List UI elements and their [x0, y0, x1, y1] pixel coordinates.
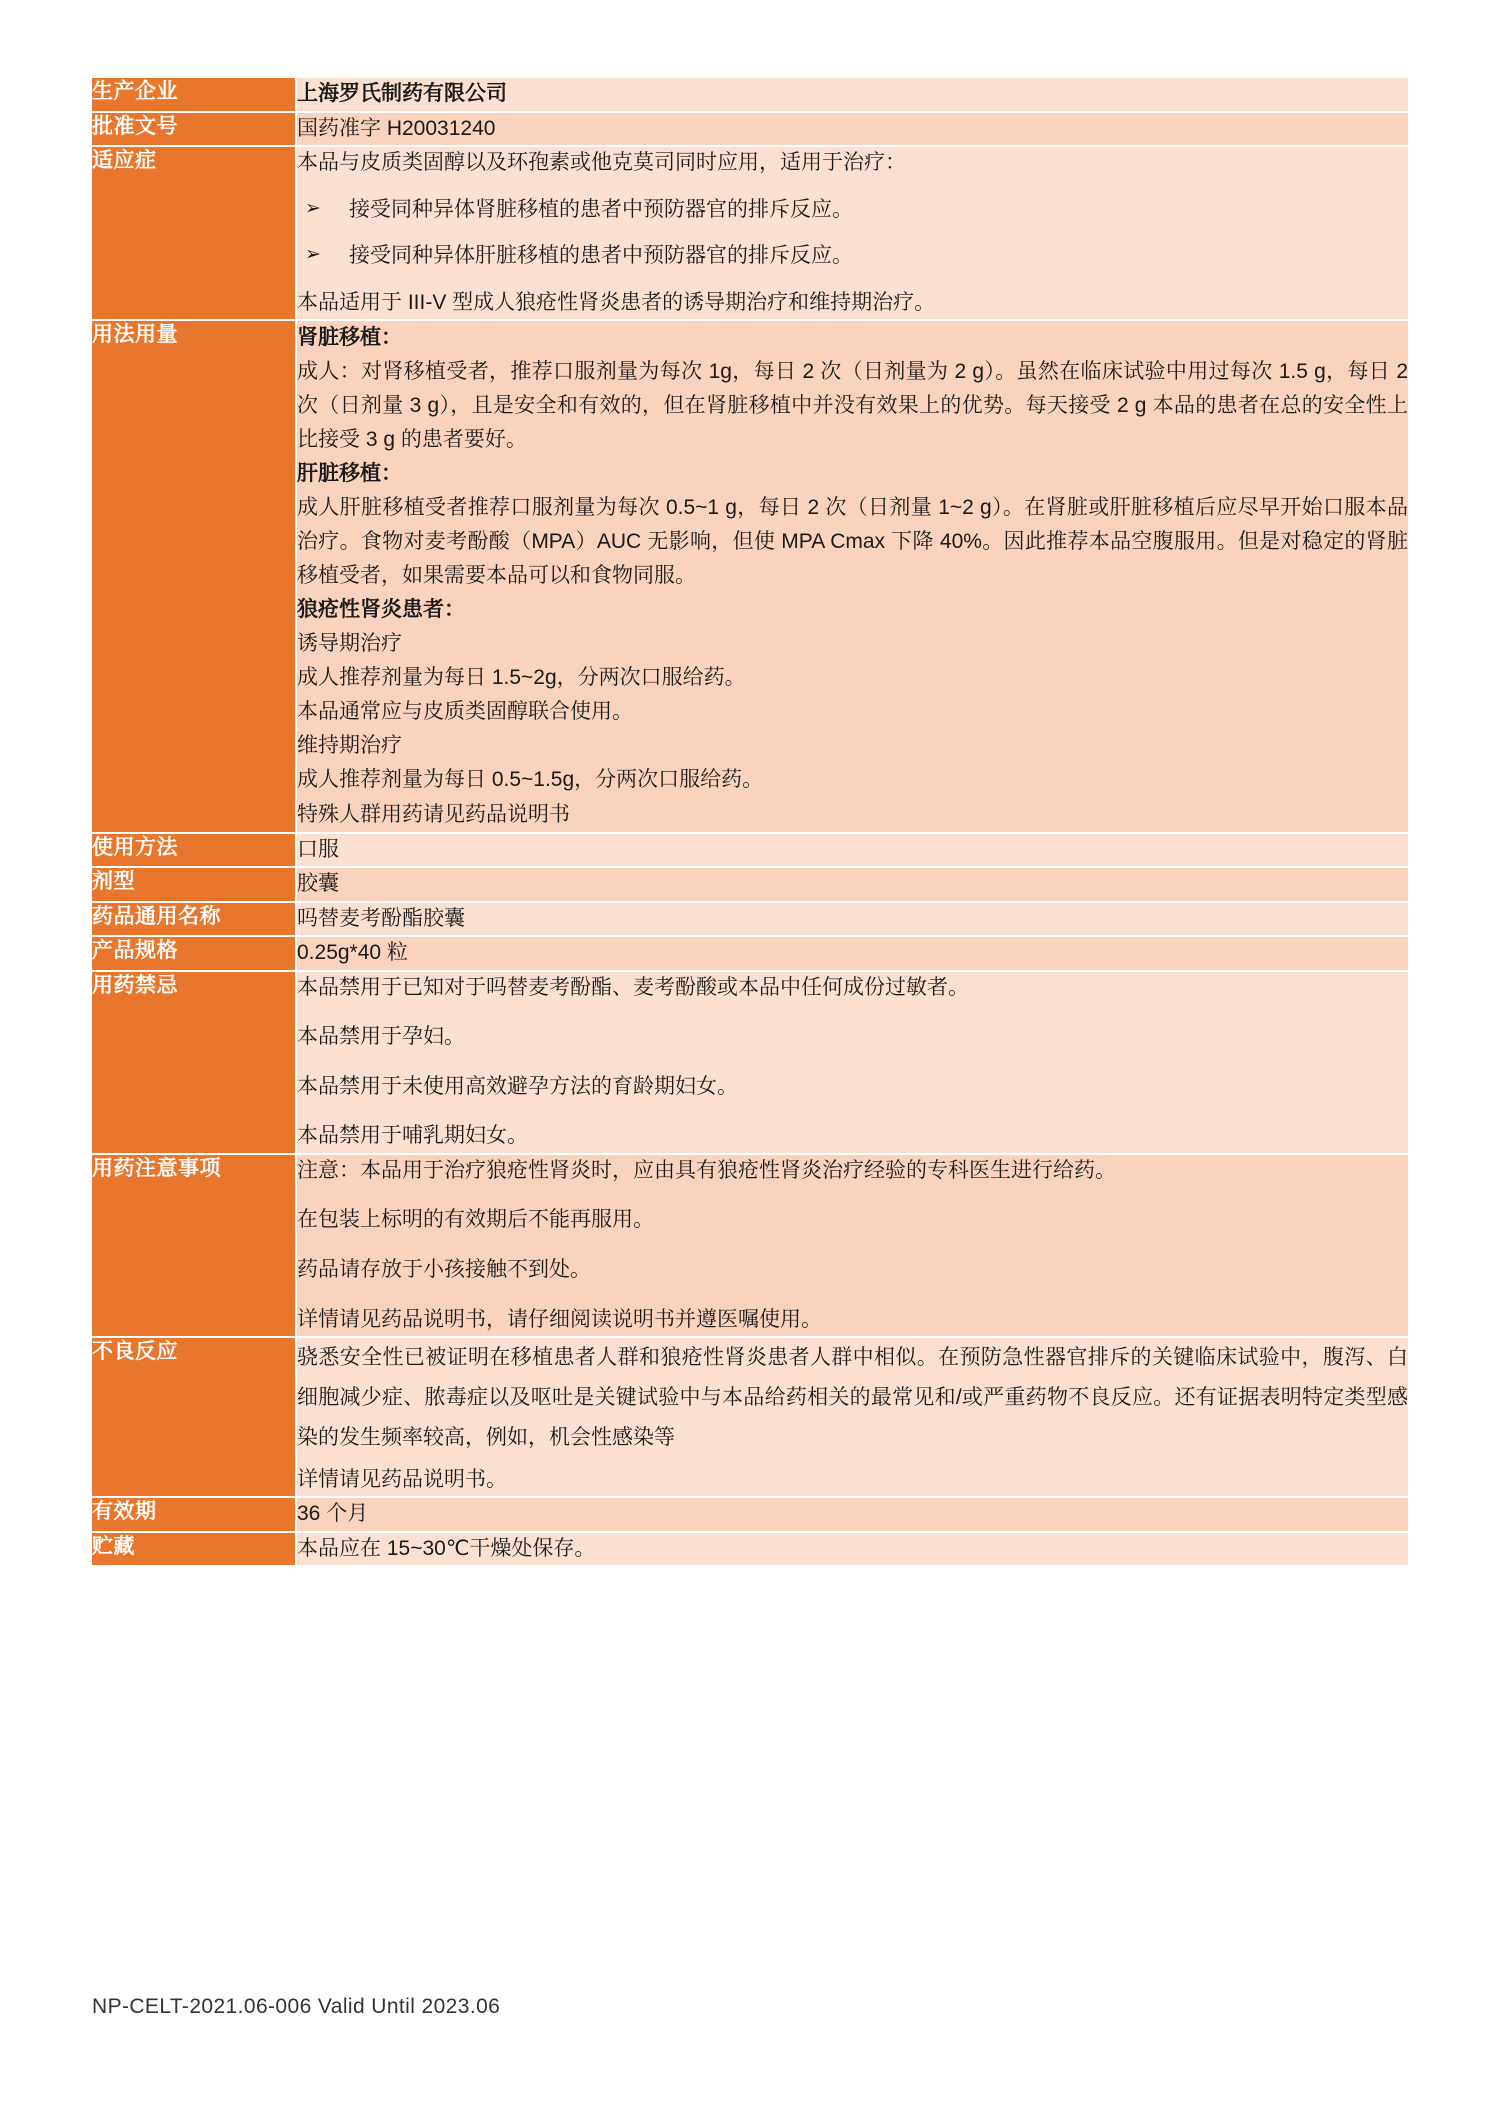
table-row-storage: [92, 1533, 1408, 1568]
row-value-dosage-form: 胶囊: [295, 868, 1408, 903]
dosage-lupus-line-1: 诱导期治疗: [297, 632, 402, 656]
row-value-precautions: [295, 1155, 1408, 1338]
dosage-lupus-line-5: 成人推荐剂量为每日 0.5~1.5g，分两次口服给药。: [297, 768, 764, 792]
indications-content: [297, 147, 1408, 319]
row-label-storage: 贮藏: [92, 1533, 295, 1568]
row-value-adverse-reactions: [295, 1338, 1408, 1498]
table-row-generic-name: [92, 903, 1408, 938]
adverse-reactions-closing: 详情请见药品说明书。: [297, 1467, 507, 1491]
row-label-specification: 产品规格: [92, 937, 295, 972]
dosage-content: [297, 321, 1408, 831]
precaution-line-1: 注意：本品用于治疗狼疮性肾炎时，应由具有狼疮性肾炎治疗经验的专科医生进行给药。: [297, 1158, 1116, 1182]
row-value-administration: 口服: [295, 834, 1408, 869]
dosage-lupus-line-6: 特殊人群用药请见药品说明书: [297, 802, 570, 826]
row-label-contraindications: 用药禁忌: [92, 972, 295, 1155]
row-value-generic-name: 吗替麦考酚酯胶囊: [295, 903, 1408, 938]
row-value-storage: 本品应在 15~30℃干燥处保存。: [295, 1533, 1408, 1568]
row-value-approval-number: 国药准字 H20031240: [295, 113, 1408, 148]
arrow-bullet-icon: ➢: [305, 244, 321, 266]
indications-bullet-1-text: 接受同种异体肾脏移植的患者中预防器官的排斥反应。: [349, 197, 853, 221]
row-value-contraindications: [295, 972, 1408, 1155]
dosage-lupus-line-4: 维持期治疗: [297, 734, 402, 758]
table-row-shelf-life: [92, 1498, 1408, 1533]
row-label-administration: 使用方法: [92, 834, 295, 869]
row-label-indications: 适应症: [92, 147, 295, 321]
dosage-lupus-line-2: 成人推荐剂量为每日 1.5~2g，分两次口服给药。: [297, 666, 746, 690]
table-row-administration: [92, 834, 1408, 869]
row-label-manufacturer: 生产企业: [92, 78, 295, 113]
dosage-kidney-heading: 肾脏移植：: [297, 326, 402, 350]
precaution-line-3: 药品请存放于小孩接触不到处。: [297, 1257, 591, 1281]
table-row-contraindications: [92, 972, 1408, 1155]
precaution-line-4: 详情请见药品说明书，请仔细阅读说明书并遵医嘱使用。: [297, 1307, 822, 1331]
indications-bullet-1: [297, 194, 1408, 227]
indications-intro: 本品与皮质类固醇以及环孢素或他克莫司同时应用，适用于治疗：: [297, 151, 906, 175]
manufacturer-name: 上海罗氏制药有限公司: [297, 82, 507, 105]
drug-specification-table: [92, 78, 1408, 1567]
table-row-adverse-reactions: [92, 1338, 1408, 1498]
indications-bullet-2: [297, 240, 1408, 273]
dosage-kidney-body: 成人：对肾移植受者，推荐口服剂量为每次 1g，每日 2 次（日剂量为 2 g）。虽然在临床试验中用过每次 1.5 g，每日 2 次（日剂量 3 g），且是安全和有效的，但在肾脏移植中并没有效果上的优势。每天接受 2 g 本品的患者在总的安全性上比接受 3 g 的患者要好。: [297, 360, 1408, 452]
row-value-manufacturer: [295, 78, 1408, 113]
precaution-line-2: 在包装上标明的有效期后不能再服用。: [297, 1208, 654, 1232]
row-label-generic-name: 药品通用名称: [92, 903, 295, 938]
contraindication-line-4: 本品禁用于哺乳期妇女。: [297, 1124, 528, 1148]
dosage-lupus-heading: 狼疮性肾炎患者：: [297, 598, 465, 622]
table-row-specification: [92, 937, 1408, 972]
table-row-precautions: [92, 1155, 1408, 1338]
row-value-specification: 0.25g*40 粒: [295, 937, 1408, 972]
row-label-adverse-reactions: 不良反应: [92, 1338, 295, 1498]
table-row-manufacturer: [92, 78, 1408, 113]
adverse-reactions-body: 骁悉安全性已被证明在移植患者人群和狼疮性肾炎患者人群中相似。在预防急性器官排斥的关键临床试验中，腹泻、白细胞减少症、脓毒症以及呕吐是关键试验中与本品给药相关的最常见和/或严重药物不良反应。还有证据表明特定类型感染的发生频率较高，例如，机会性感染等: [297, 1346, 1408, 1449]
dosage-liver-heading: 肝脏移植：: [297, 462, 402, 486]
contraindication-line-3: 本品禁用于未使用高效避孕方法的育龄期妇女。: [297, 1074, 738, 1098]
row-value-indications: [295, 147, 1408, 321]
row-label-shelf-life: 有效期: [92, 1498, 295, 1533]
table-row-approval-number: [92, 113, 1408, 148]
row-label-dosage-form: 剂型: [92, 868, 295, 903]
table-row-indications: [92, 147, 1408, 321]
footer-reference-code: NP-CELT-2021.06-006 Valid Until 2023.06: [92, 1995, 501, 2018]
row-label-precautions: 用药注意事项: [92, 1155, 295, 1338]
row-value-shelf-life: 36 个月: [295, 1498, 1408, 1533]
indications-closing: 本品适用于 III-V 型成人狼疮性肾炎患者的诱导期治疗和维持期治疗。: [297, 290, 936, 314]
row-value-dosage: [295, 321, 1408, 833]
contraindication-line-1: 本品禁用于已知对于吗替麦考酚酯、麦考酚酸或本品中任何成份过敏者。: [297, 975, 969, 999]
arrow-bullet-icon: ➢: [305, 197, 321, 219]
row-label-approval-number: 批准文号: [92, 113, 295, 148]
row-label-dosage: 用法用量: [92, 321, 295, 833]
dosage-liver-body: 成人肝脏移植受者推荐口服剂量为每次 0.5~1 g，每日 2 次（日剂量 1~2 g）。在肾脏或肝脏移植后应尽早开始口服本品治疗。食物对麦考酚酸（MPA）AUC 无影响，但使 MPA Cmax 下降 40%。因此推荐本品空腹服用。但是对稳定的肾脏移植受者，如果需要本品可以和食物同服。: [297, 496, 1408, 588]
indications-bullet-2-text: 接受同种异体肝脏移植的患者中预防器官的排斥反应。: [349, 244, 853, 268]
dosage-lupus-line-3: 本品通常应与皮质类固醇联合使用。: [297, 700, 633, 724]
table-row-dosage-form: [92, 868, 1408, 903]
contraindication-line-2: 本品禁用于孕妇。: [297, 1025, 465, 1049]
table-row-dosage: [92, 321, 1408, 833]
